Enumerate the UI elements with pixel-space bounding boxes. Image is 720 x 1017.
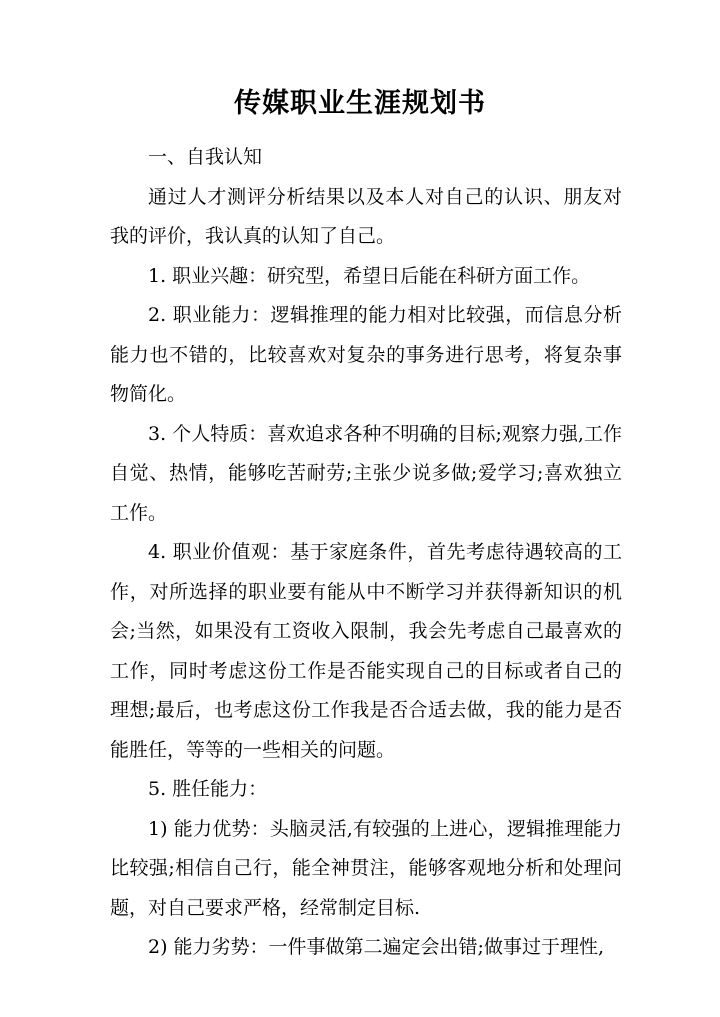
paragraph-strengths: 1) 能力优势：头脑灵活,有较强的上进心，逻辑推理能力比较强;相信自己行，能全神贯注，能够客观地分析和处理问题，对自己要求严格，经常制定目标. <box>110 817 622 919</box>
document-body <box>110 138 622 968</box>
paragraph-weaknesses: 2) 能力劣势：一件事做第二遍定会出错;做事过于理性, <box>148 936 604 958</box>
paragraph-intro: 通过人才测评分析结果以及本人对自己的认识、朋友对我的评价，我认真的认知了自己。 <box>110 185 622 247</box>
paragraph-values: 4. 职业价值观：基于家庭条件，首先考虑待遇较高的工作，对所选择的职业要有能从中不断学习并获得新知识的机会;当然，如果没有工资收入限制，我会先考虑自己最喜欢的工作，同时考虑这份工作是否能实现自己的目标或者自己的理想;最后，也考虑这份工作我是否合适去做，我的能力是否能胜任，等等的一些相关的问题。 <box>110 541 622 761</box>
paragraph-ability: 2. 职业能力：逻辑推理的能力相对比较强，而信息分析能力也不错的，比较喜欢对复杂的事务进行思考，将复杂事物简化。 <box>110 304 622 405</box>
document-title: 传媒职业生涯规划书 <box>234 88 486 119</box>
paragraph-traits: 3. 个人特质：喜欢追求各种不明确的目标;观察力强,工作自觉、热情，能够吃苦耐劳;主张少说多做;爱学习;喜欢独立工作。 <box>110 422 622 524</box>
paragraph-interest: 1. 职业兴趣：研究型，希望日后能在科研方面工作。 <box>148 264 591 287</box>
paragraph-competency-heading: 5. 胜任能力： <box>148 778 268 800</box>
section-heading-self-awareness: 一、自我认知 <box>148 146 263 168</box>
